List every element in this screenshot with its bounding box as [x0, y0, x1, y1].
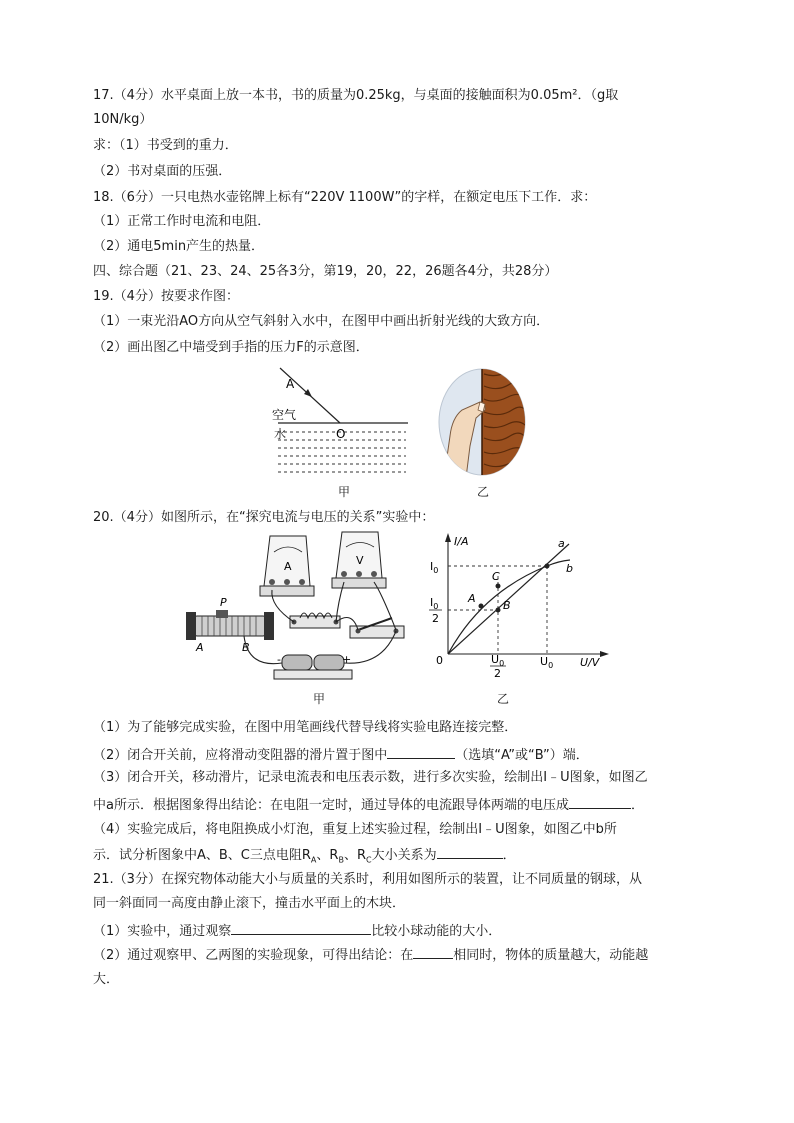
q19-line2: （1）一束光沿AO方向从空气斜射入水中，在图甲中画出折射光线的大致方向．: [93, 314, 550, 329]
origin-label: 0: [436, 654, 443, 667]
battery-minus: -: [277, 653, 281, 666]
q17-line3: 求：（1）书受到的重力．: [93, 138, 238, 153]
ammeter: [260, 536, 314, 596]
q20-line2: （1）为了能够完成实验，在图中用笔画线代替导线将实验电路连接完整．: [93, 720, 518, 735]
q17-line2: 10N/kg）: [93, 112, 153, 127]
circuit-caption: 甲: [313, 692, 326, 706]
i0-label: $I_0$: [430, 560, 439, 575]
voltmeter-label: V: [356, 554, 364, 567]
circuit-figure: [182, 530, 412, 690]
answer-blank-4[interactable]: [231, 920, 371, 935]
point-c-label: C: [492, 570, 500, 583]
i0-half-den: 2: [432, 612, 439, 625]
answer-blank-5[interactable]: [413, 944, 453, 959]
battery-plus: +: [342, 653, 352, 666]
q20-line3: （2）闭合开关前，应将滑动变阻器的滑片置于图中 （选填“A”或“B”）端．: [93, 744, 589, 766]
q21-line4: （2）通过观察甲、乙两图的实验现象，可得出结论：在 相同时，物体的质量越大，动能越: [93, 944, 648, 966]
x-axis-label: U/V: [580, 656, 600, 669]
i0-half-num: $I_0$: [430, 596, 439, 611]
iu-graph: [424, 530, 614, 680]
q20-line4: （3）闭合开关，移动滑片，记录电流表和电压表示数，进行多次实验，绘制出I﹣U图象，如图乙: [93, 770, 648, 785]
answer-blank-3[interactable]: [437, 844, 503, 859]
label-b-terminal: B: [242, 641, 250, 654]
curve-a-label: a: [558, 537, 565, 550]
q21-line2: 同一斜面同一高度由静止滚下，撞击水平面上的木块．: [93, 896, 406, 911]
label-water: 水: [274, 427, 287, 441]
y-axis-arrow-icon: [445, 533, 451, 542]
fig-yi-caption: 乙: [477, 485, 490, 499]
u0-half-num: $U_0$: [491, 653, 505, 668]
q20-line6: （4）实验完成后，将电阻换成小灯泡，重复上述实验过程，绘制出I﹣U图象，如图乙中b所: [93, 822, 617, 837]
q21-line5: 大．: [93, 972, 120, 987]
curve-b-label: b: [566, 562, 573, 575]
intersection-point: [545, 564, 550, 569]
point-b: [496, 608, 501, 613]
voltmeter: [332, 532, 386, 588]
refraction-figure: [268, 362, 413, 482]
q20-line5: 中a所示．根据图象得出结论：在电阻一定时，通过导体的电流跟导体两端的电压成 ．: [93, 794, 644, 816]
label-p: P: [220, 596, 227, 609]
answer-blank-1[interactable]: [387, 744, 455, 759]
point-c: [496, 584, 501, 589]
point-a: [479, 604, 484, 609]
u0-label: $U_0$: [540, 655, 554, 670]
q17-line1: 17.（4分）水平桌面上放一本书，书的质量为0.25kg，与桌面的接触面积为0.05m²．（g取: [93, 88, 619, 103]
section-heading: 四、综合题（21、23、24、25各3分，第19，20，22，26题各4分，共28分）: [93, 264, 558, 279]
q19-line1: 19.（4分）按要求作图：: [93, 289, 239, 304]
u0-half-den: 2: [494, 667, 501, 680]
q20-line1: 20.（4分）如图所示，在“探究电流与电压的关系”实验中：: [93, 510, 435, 525]
q20-line7: 示．试分析图象中A、B、C三点电阻$R_A$、$R_B$、$R_C$大小关系为 ．: [93, 844, 516, 871]
answer-blank-2[interactable]: [569, 794, 631, 809]
rheostat: [186, 596, 274, 654]
point-a-label: A: [468, 592, 476, 605]
label-air: 空气: [272, 408, 297, 422]
q21-line1: 21.（3分）在探究物体动能大小与质量的关系时，利用如图所示的装置，让不同质量的钢球，从: [93, 872, 642, 887]
graph-caption: 乙: [497, 692, 510, 706]
q17-line4: （2）书对桌面的压强．: [93, 164, 232, 179]
incident-arrow-icon: [304, 389, 312, 397]
q21-line3: （1）实验中，通过观察 比较小球动能的大小．: [93, 920, 501, 942]
label-a: A: [286, 377, 295, 391]
q18-line3: （2）通电5min产生的热量．: [93, 239, 265, 254]
label-a-terminal: A: [196, 641, 204, 654]
q18-line2: （1）正常工作时电流和电阻．: [93, 214, 271, 229]
ammeter-label: A: [284, 560, 292, 573]
y-axis-label: I/A: [454, 535, 469, 548]
point-b-label: B: [503, 599, 511, 612]
label-o: O: [336, 427, 346, 441]
x-axis-arrow-icon: [600, 651, 609, 657]
q18-line1: 18.（6分）一只电热水壶铭牌上标有“220V 1100W”的字样，在额定电压下工作．求：: [93, 190, 597, 205]
fig-jia-caption: 甲: [338, 485, 351, 499]
finger-wall-figure: [436, 366, 528, 478]
q19-line3: （2）画出图乙中墙受到手指的压力F的示意图．: [93, 340, 369, 355]
